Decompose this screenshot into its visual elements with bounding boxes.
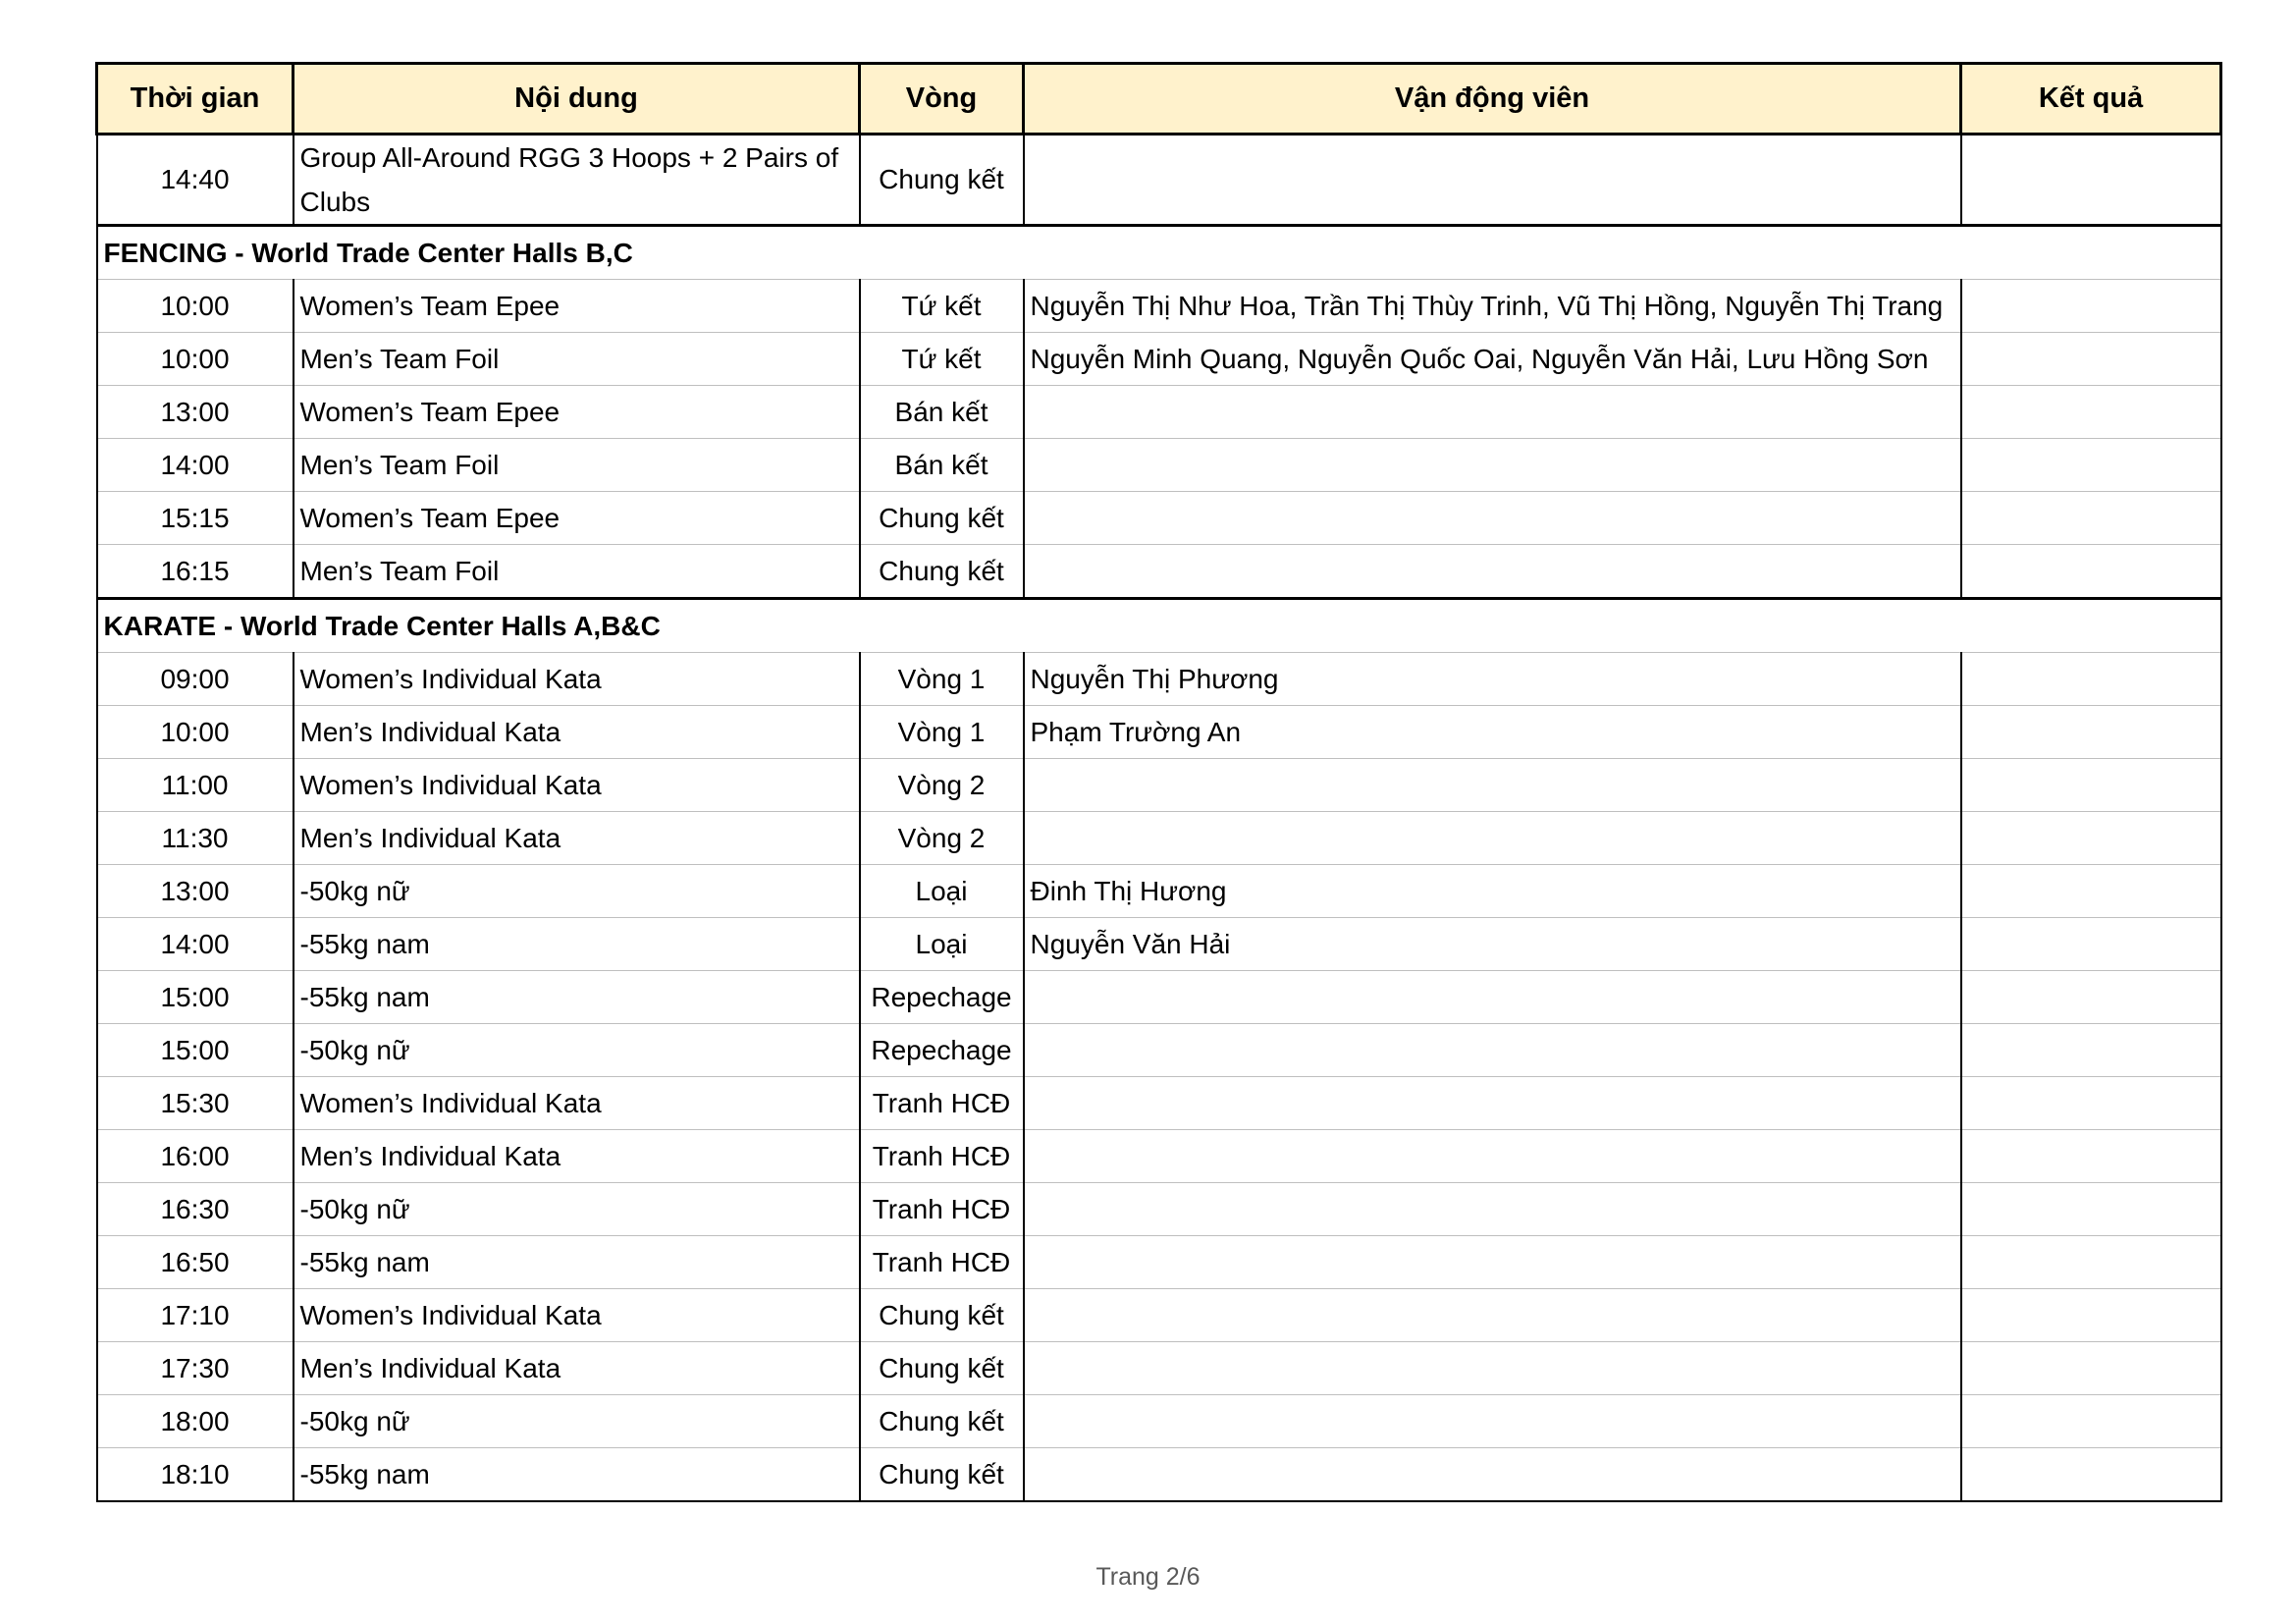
section-title: KARATE - World Trade Center Halls A,B&C: [97, 599, 2221, 653]
cell-event: -55kg nam: [294, 1236, 860, 1289]
cell-time: 14:00: [97, 918, 294, 971]
cell-athletes: [1024, 1236, 1961, 1289]
cell-time: 10:00: [97, 333, 294, 386]
cell-event: -55kg nam: [294, 971, 860, 1024]
cell-round: Tranh HCĐ: [860, 1236, 1024, 1289]
cell-event: -50kg nữ: [294, 865, 860, 918]
cell-time: 14:40: [97, 135, 294, 226]
cell-athletes: [1024, 759, 1961, 812]
table-row: [97, 1448, 2221, 1502]
cell-event: Group All-Around RGG 3 Hoops + 2 Pairs of Clubs: [294, 135, 860, 226]
cell-round: Chung kết: [860, 1289, 1024, 1342]
header-round: Vòng: [860, 64, 1024, 135]
cell-event: Men’s Individual Kata: [294, 706, 860, 759]
cell-round: Repechage: [860, 1024, 1024, 1077]
cell-athletes: [1024, 386, 1961, 439]
cell-athletes: [1024, 1183, 1961, 1236]
cell-result: [1961, 439, 2221, 492]
cell-event: Women’s Individual Kata: [294, 759, 860, 812]
cell-athletes: [1024, 812, 1961, 865]
cell-athletes: Phạm Trường An: [1024, 706, 1961, 759]
cell-athletes: [1024, 1130, 1961, 1183]
table-row: [97, 1130, 2221, 1183]
cell-round: Repechage: [860, 971, 1024, 1024]
cell-result: [1961, 706, 2221, 759]
cell-event: Women’s Individual Kata: [294, 1289, 860, 1342]
cell-athletes: Nguyễn Thị Phương: [1024, 653, 1961, 706]
table-row: [97, 918, 2221, 971]
table-row: [97, 1342, 2221, 1395]
schedule-table: [95, 62, 2222, 1502]
page-number: Trang 2/6: [1095, 1563, 1201, 1591]
table-row: [97, 706, 2221, 759]
cell-time: 10:00: [97, 706, 294, 759]
table-row: [97, 439, 2221, 492]
table-row: [97, 1395, 2221, 1448]
cell-time: 17:30: [97, 1342, 294, 1395]
cell-result: [1961, 1024, 2221, 1077]
cell-result: [1961, 280, 2221, 333]
cell-result: [1961, 1183, 2221, 1236]
cell-event: Men’s Individual Kata: [294, 1130, 860, 1183]
header-time: Thời gian: [97, 64, 294, 135]
cell-result: [1961, 492, 2221, 545]
cell-athletes: Nguyễn Minh Quang, Nguyễn Quốc Oai, Nguyễn Văn Hải, Lưu Hồng Sơn: [1024, 333, 1961, 386]
cell-athletes: [1024, 439, 1961, 492]
cell-time: 18:00: [97, 1395, 294, 1448]
section-header-row: [97, 226, 2221, 280]
cell-athletes: [1024, 971, 1961, 1024]
table-row: [97, 1183, 2221, 1236]
table-row: [97, 865, 2221, 918]
cell-time: 17:10: [97, 1289, 294, 1342]
cell-event: Men’s Individual Kata: [294, 812, 860, 865]
cell-result: [1961, 812, 2221, 865]
cell-time: 14:00: [97, 439, 294, 492]
cell-result: [1961, 1130, 2221, 1183]
cell-time: 11:00: [97, 759, 294, 812]
cell-time: 13:00: [97, 386, 294, 439]
cell-time: 18:10: [97, 1448, 294, 1502]
cell-result: [1961, 545, 2221, 599]
cell-time: 16:30: [97, 1183, 294, 1236]
cell-athletes: [1024, 1289, 1961, 1342]
cell-round: Tranh HCĐ: [860, 1183, 1024, 1236]
cell-athletes: Nguyễn Thị Như Hoa, Trần Thị Thùy Trinh, Vũ Thị Hồng, Nguyễn Thị Trang: [1024, 280, 1961, 333]
cell-result: [1961, 1077, 2221, 1130]
table-row: [97, 135, 2221, 226]
cell-time: 16:15: [97, 545, 294, 599]
cell-result: [1961, 1236, 2221, 1289]
cell-result: [1961, 1395, 2221, 1448]
cell-time: 09:00: [97, 653, 294, 706]
cell-result: [1961, 386, 2221, 439]
cell-athletes: [1024, 492, 1961, 545]
cell-round: Chung kết: [860, 1342, 1024, 1395]
cell-event: Women’s Individual Kata: [294, 1077, 860, 1130]
cell-event: Men’s Team Foil: [294, 333, 860, 386]
cell-event: Men’s Individual Kata: [294, 1342, 860, 1395]
cell-result: [1961, 333, 2221, 386]
header-event: Nội dung: [294, 64, 860, 135]
cell-round: Tứ kết: [860, 280, 1024, 333]
cell-event: -50kg nữ: [294, 1024, 860, 1077]
cell-time: 15:00: [97, 1024, 294, 1077]
table-row: [97, 812, 2221, 865]
table-row: [97, 1077, 2221, 1130]
cell-time: 16:00: [97, 1130, 294, 1183]
cell-result: [1961, 918, 2221, 971]
cell-event: -50kg nữ: [294, 1183, 860, 1236]
table-row: [97, 280, 2221, 333]
cell-time: 15:00: [97, 971, 294, 1024]
table-row: [97, 1236, 2221, 1289]
cell-athletes: [1024, 1077, 1961, 1130]
cell-round: Vòng 1: [860, 706, 1024, 759]
table-row: [97, 545, 2221, 599]
cell-round: Tranh HCĐ: [860, 1077, 1024, 1130]
cell-time: 15:15: [97, 492, 294, 545]
cell-athletes: [1024, 135, 1961, 226]
table-row: [97, 759, 2221, 812]
cell-round: Bán kết: [860, 386, 1024, 439]
cell-round: Bán kết: [860, 439, 1024, 492]
cell-event: -50kg nữ: [294, 1395, 860, 1448]
cell-round: Vòng 1: [860, 653, 1024, 706]
cell-round: Tranh HCĐ: [860, 1130, 1024, 1183]
cell-event: Women’s Team Epee: [294, 280, 860, 333]
table-body: [97, 135, 2221, 1502]
cell-time: 11:30: [97, 812, 294, 865]
cell-round: Chung kết: [860, 1448, 1024, 1502]
header-athletes: Vận động viên: [1024, 64, 1961, 135]
cell-event: Women’s Team Epee: [294, 386, 860, 439]
cell-time: 13:00: [97, 865, 294, 918]
cell-athletes: [1024, 545, 1961, 599]
cell-result: [1961, 971, 2221, 1024]
table-row: [97, 386, 2221, 439]
header-result: Kết quả: [1961, 64, 2221, 135]
cell-result: [1961, 135, 2221, 226]
cell-athletes: Đinh Thị Hương: [1024, 865, 1961, 918]
cell-round: Chung kết: [860, 135, 1024, 226]
cell-round: Loại: [860, 918, 1024, 971]
cell-event: -55kg nam: [294, 918, 860, 971]
cell-result: [1961, 653, 2221, 706]
cell-athletes: [1024, 1448, 1961, 1502]
table-row: [97, 653, 2221, 706]
cell-result: [1961, 1342, 2221, 1395]
cell-athletes: Nguyễn Văn Hải: [1024, 918, 1961, 971]
cell-result: [1961, 865, 2221, 918]
header-row: [97, 64, 2221, 135]
cell-round: Loại: [860, 865, 1024, 918]
table-row: [97, 333, 2221, 386]
cell-event: Women’s Individual Kata: [294, 653, 860, 706]
cell-event: Men’s Team Foil: [294, 439, 860, 492]
cell-round: Vòng 2: [860, 812, 1024, 865]
section-title: FENCING - World Trade Center Halls B,C: [97, 226, 2221, 280]
cell-time: 15:30: [97, 1077, 294, 1130]
cell-event: Women’s Team Epee: [294, 492, 860, 545]
cell-event: -55kg nam: [294, 1448, 860, 1502]
cell-result: [1961, 1448, 2221, 1502]
table-row: [97, 1289, 2221, 1342]
cell-time: 16:50: [97, 1236, 294, 1289]
cell-athletes: [1024, 1342, 1961, 1395]
section-header-row: [97, 599, 2221, 653]
cell-athletes: [1024, 1395, 1961, 1448]
cell-result: [1961, 1289, 2221, 1342]
cell-time: 10:00: [97, 280, 294, 333]
cell-round: Chung kết: [860, 1395, 1024, 1448]
cell-round: Vòng 2: [860, 759, 1024, 812]
cell-event: Men’s Team Foil: [294, 545, 860, 599]
cell-round: Chung kết: [860, 545, 1024, 599]
table-header: [97, 64, 2221, 135]
cell-round: Tứ kết: [860, 333, 1024, 386]
table-row: [97, 492, 2221, 545]
cell-athletes: [1024, 1024, 1961, 1077]
cell-result: [1961, 759, 2221, 812]
table-row: [97, 1024, 2221, 1077]
cell-round: Chung kết: [860, 492, 1024, 545]
table-row: [97, 971, 2221, 1024]
